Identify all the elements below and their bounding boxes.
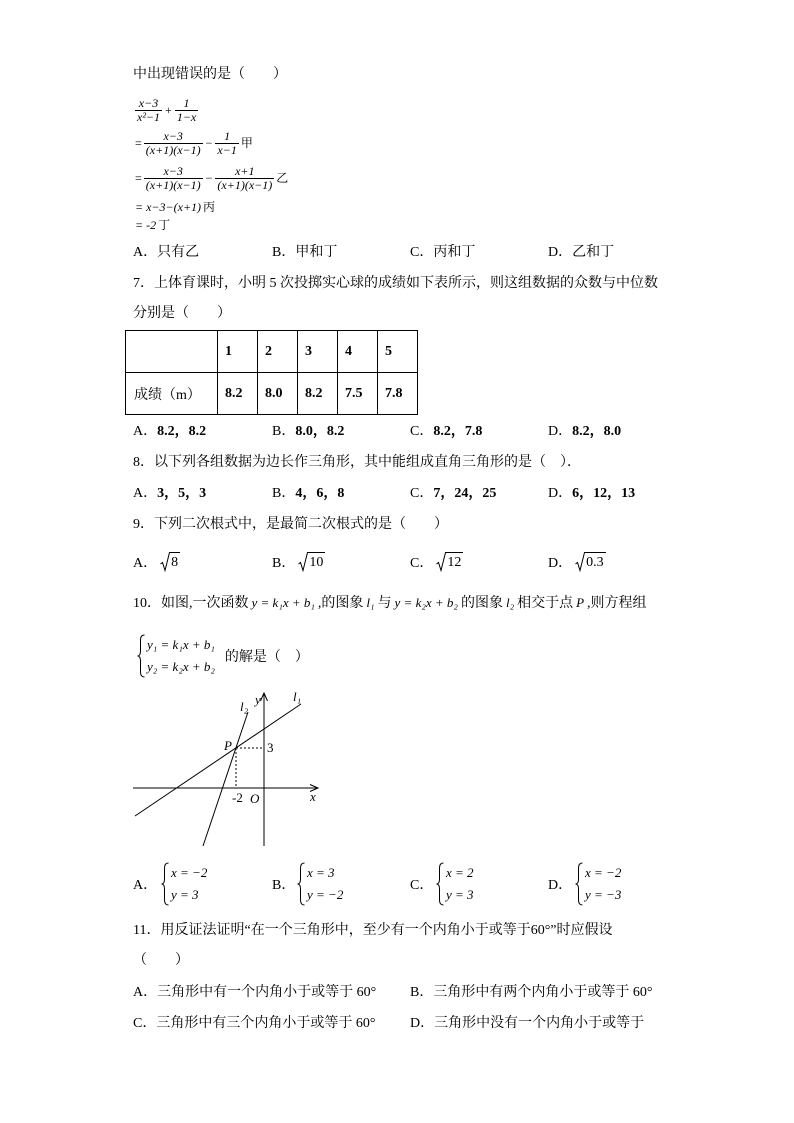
numerator: 1 <box>183 96 190 110</box>
q6-option-b <box>272 244 337 262</box>
fraction <box>144 165 203 192</box>
numerator: x−3 <box>163 164 183 178</box>
operator: + <box>165 103 172 117</box>
stem-text: 的图象 <box>460 596 503 611</box>
option-text: 8.2，8.2 <box>157 424 207 439</box>
point-label: P <box>224 738 232 753</box>
q8-stem: 8．以下列各组数据为边长作三角形，其中能组成直角三角形的是（ ）． <box>133 455 581 470</box>
option-text: 6，12，13 <box>572 486 636 501</box>
system-rows <box>585 862 621 906</box>
system-row: y = 3 <box>171 887 199 902</box>
table-cell: 7.8 <box>378 373 418 415</box>
option-text: 7，24，25 <box>433 486 497 501</box>
radicand: 8 <box>170 552 180 572</box>
numerator: x−3 <box>163 129 183 143</box>
q6-step-3 <box>135 165 288 192</box>
option-label: A． <box>133 878 158 893</box>
step-tag: 丁 <box>158 217 171 232</box>
left-brace-icon <box>575 862 583 906</box>
system-row: x = −2 <box>171 865 208 880</box>
denominator: (x+1)(x−1) <box>145 143 201 157</box>
stem-text: 10．如图,一次函数 <box>133 596 249 611</box>
line-l1-label: l₁ <box>293 689 302 704</box>
q10-option-c <box>410 862 474 906</box>
q10-option-d <box>548 862 621 906</box>
radical-sign-icon <box>575 552 585 572</box>
system-rows <box>307 862 343 906</box>
system-row: y = −3 <box>585 887 622 902</box>
option-label: D． <box>410 1016 435 1031</box>
option-text: 三角形中没有一个内角小于或等于 <box>434 1016 645 1031</box>
q11-stem-line-2: （ ） <box>133 953 189 968</box>
option-label: B． <box>272 424 296 439</box>
denominator: 1−x <box>176 110 197 124</box>
origin-label: O <box>250 791 260 806</box>
table-cell: 8.0 <box>258 373 298 415</box>
stem-text: 相交于点 <box>517 596 574 611</box>
table-cell: 4 <box>338 331 378 373</box>
step-tag: 乙 <box>276 171 289 185</box>
option-text: 8.2，7.8 <box>433 424 483 439</box>
option-text: 只有乙 <box>157 245 200 260</box>
stem-text: ,的图象 <box>317 596 364 611</box>
option-label: A． <box>133 486 158 501</box>
radicand: 0.3 <box>585 552 606 572</box>
denominator: (x+1)(x−1) <box>217 178 273 192</box>
option-label: C． <box>410 878 434 893</box>
table-header-row <box>126 331 418 373</box>
q10-stem <box>133 594 647 612</box>
system-rows <box>171 862 207 906</box>
q7-option-c <box>410 423 482 441</box>
option-label: D． <box>548 556 573 571</box>
option-label: D． <box>548 424 573 439</box>
q11-option-a <box>133 984 376 1002</box>
q11-option-b <box>410 984 652 1002</box>
square-root <box>436 552 463 572</box>
option-label: A． <box>133 985 158 1000</box>
fraction <box>135 97 162 124</box>
denominator: (x+1)(x−1) <box>145 178 201 192</box>
option-text: 三角形中有三个内角小于或等于 60° <box>156 1016 376 1031</box>
system-rows <box>446 862 474 906</box>
numerator: 1 <box>224 129 231 143</box>
score-table <box>125 330 418 415</box>
radical-sign-icon <box>160 552 170 572</box>
left-brace-icon <box>137 634 145 678</box>
q6-step-4 <box>135 199 215 215</box>
option-text: 4，6，8 <box>295 486 345 501</box>
line-l2-name: l₂ <box>505 595 515 610</box>
q8-option-d <box>548 485 635 503</box>
option-label: C． <box>133 1016 157 1031</box>
option-text: 丙和丁 <box>433 245 476 260</box>
option-text: 三角形中有一个内角小于或等于 60° <box>157 985 377 1000</box>
system-row: y = 3 <box>446 887 474 902</box>
q10-equation-system <box>137 634 309 678</box>
option-text: 甲和丁 <box>295 245 338 260</box>
option-text: 8.2，8.0 <box>572 424 622 439</box>
option-label: C． <box>410 424 434 439</box>
option-label: A． <box>133 424 158 439</box>
table-cell: 8.2 <box>218 373 258 415</box>
option-text: 乙和丁 <box>572 245 615 260</box>
equation-1: y = k₁x + b₁ <box>251 595 315 610</box>
q11-stem-line-1: 11．用反证法证明“在一个三角形中，至少有一个内角小于或等于60°”时应假设 <box>133 923 613 938</box>
fraction <box>175 97 198 124</box>
q9-option-a <box>133 552 180 572</box>
function-graph <box>120 685 330 850</box>
operator: − <box>205 136 213 150</box>
radical-sign-icon <box>298 552 308 572</box>
q9-option-d <box>548 552 606 572</box>
denominator: x²−1 <box>137 110 161 124</box>
option-text: 三角形中有两个内角小于或等于 60° <box>433 985 653 1000</box>
q10-option-a <box>133 862 207 906</box>
denominator: x−1 <box>217 143 237 157</box>
q6-step-1 <box>135 97 198 124</box>
system-row: x = 2 <box>446 865 474 880</box>
table-row-label: 成绩（m） <box>126 373 218 415</box>
option-label: D． <box>548 245 573 260</box>
option-label: B． <box>272 556 296 571</box>
q11-option-c <box>133 1015 375 1033</box>
radicand: 10 <box>308 552 325 572</box>
option-label: B． <box>272 486 296 501</box>
left-brace-icon <box>161 862 169 906</box>
equation-2: y = k₂x + b₂ <box>394 595 458 610</box>
q6-option-d <box>548 244 614 262</box>
equals-sign: = <box>135 171 142 185</box>
fraction <box>215 130 238 157</box>
table-cell: 5 <box>378 331 418 373</box>
q8-option-c <box>410 485 496 503</box>
q7-option-d <box>548 423 621 441</box>
system-row: x = 3 <box>307 865 335 880</box>
option-label: B． <box>272 878 296 893</box>
option-label: D． <box>548 878 573 893</box>
q8-option-a <box>133 485 206 503</box>
q10-option-b <box>272 862 343 906</box>
q9-option-c <box>410 552 463 572</box>
option-label: B． <box>272 245 296 260</box>
q6-stem: 中出现错误的是（ ） <box>133 67 287 82</box>
line-l2-label: l₂ <box>240 699 249 714</box>
q6-step-2 <box>135 130 253 157</box>
step-tag: 甲 <box>240 136 253 150</box>
system-row: y₂ = k₂x + b₂ <box>147 659 215 674</box>
equals-sign: = <box>135 136 142 150</box>
y-axis-label: y <box>255 692 261 707</box>
system-tail: 的解是（ ） <box>224 650 309 665</box>
option-label: C． <box>410 245 434 260</box>
table-cell <box>126 331 218 373</box>
system-rows <box>147 634 215 678</box>
numerator: x−3 <box>138 96 159 110</box>
point-name: P <box>576 595 585 610</box>
line-l2 <box>203 712 248 846</box>
square-root <box>298 552 325 572</box>
stem-text: 与 <box>377 596 392 611</box>
step-expression: = x−3−(x+1) <box>135 199 202 214</box>
table-cell: 8.2 <box>298 373 338 415</box>
option-label: B． <box>410 985 434 1000</box>
step-expression: = -2 <box>135 217 157 232</box>
option-label: C． <box>410 486 434 501</box>
q7-option-b <box>272 423 344 441</box>
left-brace-icon <box>297 862 305 906</box>
x-axis-label: x <box>310 789 316 804</box>
table-cell: 7.5 <box>338 373 378 415</box>
system-row: x = −2 <box>585 865 622 880</box>
system-row: y = −2 <box>307 887 344 902</box>
stem-text: ,则方程组 <box>587 596 647 611</box>
step-tag: 丙 <box>203 199 216 214</box>
option-label: C． <box>410 556 434 571</box>
q11-option-d <box>410 1015 644 1033</box>
fraction <box>144 130 203 157</box>
x-tick-label: -2 <box>232 790 243 805</box>
option-text: 3，5，3 <box>157 486 207 501</box>
option-text: 8.0，8.2 <box>295 424 345 439</box>
option-label: A． <box>133 556 158 571</box>
q6-option-c <box>410 244 475 262</box>
table-cell: 2 <box>258 331 298 373</box>
option-label: D． <box>548 486 573 501</box>
radical-sign-icon <box>436 552 446 572</box>
operator: − <box>205 171 213 185</box>
option-label: A． <box>133 245 158 260</box>
left-brace-icon <box>436 862 444 906</box>
q6-step-5 <box>135 217 170 233</box>
table-cell: 1 <box>218 331 258 373</box>
q8-option-b <box>272 485 344 503</box>
q6-option-a <box>133 244 199 262</box>
numerator: x+1 <box>235 164 255 178</box>
q9-option-b <box>272 552 325 572</box>
square-root <box>575 552 606 572</box>
y-tick-label: 3 <box>267 740 274 755</box>
fraction <box>215 165 274 192</box>
q7-stem-line-1: 7．上体育课时，小明 5 次投掷实心球的成绩如下表所示，则这组数据的众数与中位数 <box>133 276 658 291</box>
q7-option-a <box>133 423 206 441</box>
q7-stem-line-2: 分别是（ ） <box>133 306 231 321</box>
system-row: y₁ = k₁x + b₁ <box>147 637 215 652</box>
line-l1-name: l₁ <box>366 595 375 610</box>
table-row <box>126 373 418 415</box>
line-l1 <box>135 704 301 816</box>
table-cell: 3 <box>298 331 338 373</box>
q9-stem: 9．下列二次根式中，是最简二次根式的是（ ） <box>133 517 448 532</box>
square-root <box>160 552 180 572</box>
radicand: 12 <box>446 552 463 572</box>
